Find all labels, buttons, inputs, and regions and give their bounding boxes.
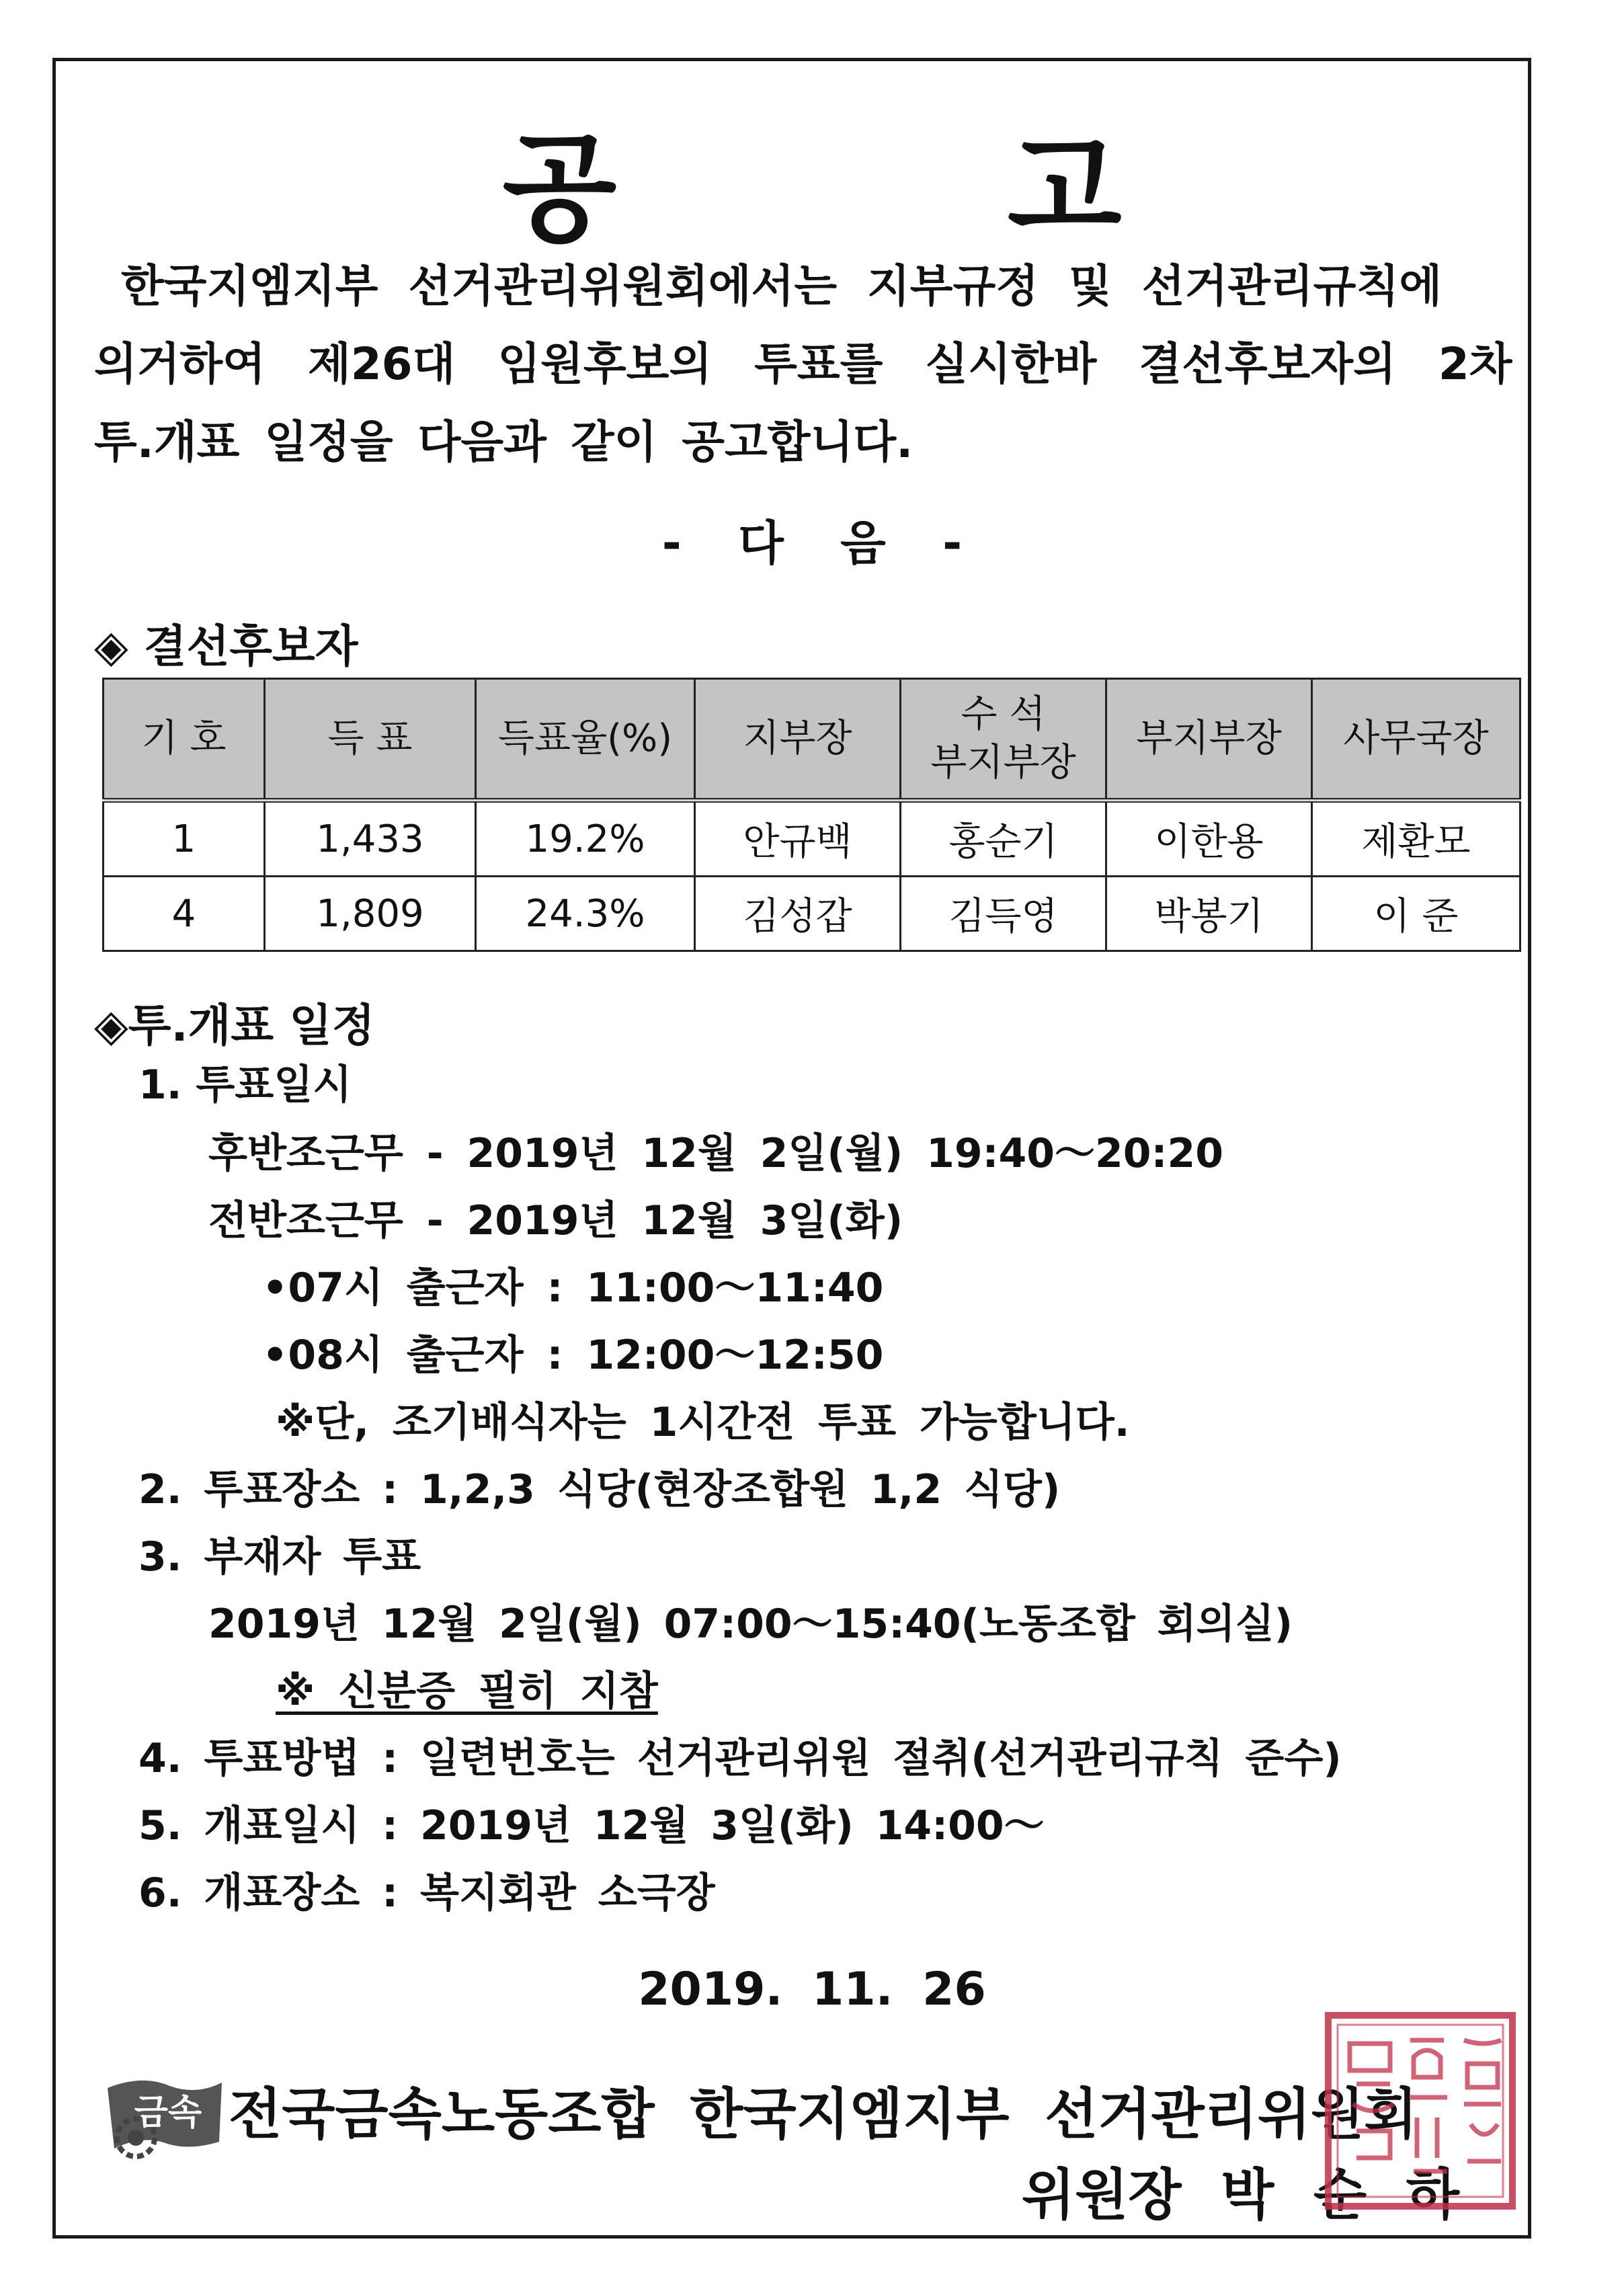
schedule-07-workers: •07시 출근자 : 11:00～11:40	[262, 1264, 884, 1312]
cell-vote-rate: 19.2%	[476, 801, 695, 877]
chairperson-signature: 위원장 박 순 하	[1022, 2163, 1459, 2227]
cell-senior-deputy: 홍순기	[901, 801, 1106, 877]
schedule-item-voting-time: 1. 투표일시	[138, 1061, 352, 1109]
cell-number: 4	[104, 877, 265, 951]
cell-deputy: 이한용	[1106, 801, 1312, 877]
organization-name: 전국금속노동조합 한국지엠지부 선거관리위원회	[229, 2083, 1418, 2146]
schedule-heading: ◈투.개표 일정	[94, 1000, 375, 1051]
schedule-early-shift: 전반조근무 - 2019년 12월 3일(화)	[208, 1197, 903, 1244]
candidates-heading: ◈ 결선후보자	[94, 620, 358, 672]
table-row	[104, 801, 1520, 877]
cell-secretary-general: 제환모	[1312, 801, 1520, 877]
intro-line-1: 한국지엠지부 선거관리위원회에서는 지부규정 및 선거관리규칙에	[121, 260, 1443, 312]
schedule-id-required-note: ※ 신분증 필히 지참	[276, 1668, 658, 1715]
header-votes: 득 표	[265, 679, 476, 801]
schedule-early-meal-note: ※단, 조기배식자는 1시간전 투표 가능합니다.	[276, 1399, 1130, 1446]
header-vote-rate: 득표율(%)	[476, 679, 695, 801]
schedule-item-counting-time: 5. 개표일시 : 2019년 12월 3일(화) 14:00～	[138, 1802, 1045, 1849]
header-senior-deputy	[901, 679, 1106, 801]
cell-secretary-general: 이 준	[1312, 877, 1520, 951]
intro-line-2: 의거하여 제26대 임원후보의 투표를 실시한바 결선후보자의 2차	[94, 338, 1512, 390]
header-deputy: 부지부장	[1106, 679, 1312, 801]
header-secretary-general: 사무국장	[1312, 679, 1520, 801]
schedule-item-counting-place: 6. 개표장소 : 복지회관 소극장	[138, 1869, 715, 1917]
cell-deputy: 박봉기	[1106, 877, 1312, 951]
header-senior-line2: 부지부장	[930, 741, 1076, 784]
cell-vote-rate: 24.3%	[476, 877, 695, 951]
candidates-table	[102, 678, 1521, 952]
cell-votes: 1,433	[265, 801, 476, 877]
schedule-08-workers: •08시 출근자 : 12:00～12:50	[262, 1332, 884, 1379]
notice-date: 2019. 11. 26	[638, 1963, 986, 2016]
intro-line-3: 투.개표 일정을 다음과 같이 공고합니다.	[94, 416, 914, 468]
header-senior-line1: 수 석	[961, 692, 1046, 736]
cell-votes: 1,809	[265, 877, 476, 951]
schedule-absentee-time: 2019년 12월 2일(월) 07:00～15:40(노동조합 회의실)	[208, 1601, 1293, 1648]
cell-senior-deputy: 김득영	[901, 877, 1106, 951]
next-label: - 다 음 -	[661, 516, 963, 571]
cell-branch-chief: 안규백	[695, 801, 901, 877]
union-flag-logo	[101, 2068, 229, 2169]
schedule-item-voting-method: 4. 투표방법 : 일련번호는 선거관리위원 절취(선거관리규칙 준수)	[138, 1735, 1342, 1782]
header-branch-chief: 지부장	[695, 679, 901, 801]
table-header-row	[104, 679, 1520, 801]
official-seal	[1323, 2010, 1518, 2212]
header-number: 기 호	[104, 679, 265, 801]
cell-branch-chief: 김성갑	[695, 877, 901, 951]
cell-number: 1	[104, 801, 265, 877]
schedule-item-absentee: 3. 부재자 투표	[138, 1533, 421, 1580]
table-row	[104, 877, 1520, 951]
schedule-item-voting-place: 2. 투표장소 : 1,2,3 식당(현장조합원 1,2 식당)	[138, 1466, 1061, 1513]
svg-text:금속: 금속	[134, 2093, 202, 2133]
schedule-late-shift: 후반조근무 - 2019년 12월 2일(월) 19:40～20:20	[208, 1130, 1224, 1177]
notice-title: 공 고	[502, 120, 1297, 258]
